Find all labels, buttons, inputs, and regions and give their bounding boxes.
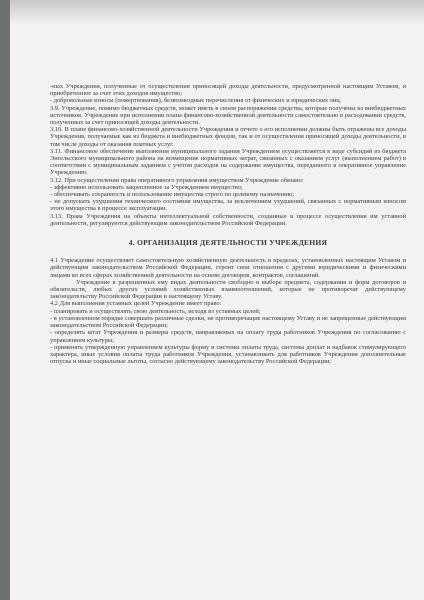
- paragraph: - определять штат Учреждения и размеры средств, направляемых на оплату труда работников Учреждения по согласованию с управлением культуры;: [50, 329, 406, 344]
- paragraph: 3.12. При осуществлении права оперативного управления имуществом Учреждение обязано:: [50, 176, 304, 184]
- paragraph: - эффективно использовать закрепленное за Учреждением имущество;: [50, 183, 243, 191]
- paragraph: - добровольные взносы (пожертвования), безвозмездные перечисления от физических и юридических лиц.: [50, 97, 342, 105]
- paragraph: 3.13. Права Учреждения на объекты интеллектуальной собственности, созданные в процессе осуществления им уставной деятельности, регулируются действующим законодательством Российской Федерации.: [50, 212, 406, 227]
- page-fold-shadow: [10, 0, 424, 24]
- paragraph: 3.11. Финансовое обеспечение выполнения муниципального задания Учреждением осуществляется в виде субсидий из бюджета Энгельсского муниципального района на возмещение нормативных затрат, связанных с оказанием услуг (выполнением работ) в соответствии с муниципальным заданием с учетом расходов на содержание имущества, переданного в оперативное управление Учреждению.: [50, 147, 406, 177]
- paragraph: - применять утвержденную управлением культуры форму и системы оплаты труда, системы доплат и надбавок стимулирующего характера, иные условия оплаты труда работников Учреждения, устанавливать для работников Учреждения дополнительные отпуска и иные социальные льготы, согласно действующему законодательству Российской Федерации;: [50, 343, 406, 366]
- paragraph: 4.2 Для выполнения уставных целей Учреждение имеет право:: [50, 300, 222, 308]
- paragraph: - не допускать ухудшения технического состояния имущества, за исключением ухудшений, связанных с нормативным износом этого имущества в процессе эксплуатации.: [50, 198, 406, 213]
- paragraph: Учреждение в разрешенных ему видах деятельности свободно в выборе предмета, содержания и форм договоров и обязательств, любых других условий хозяйственных взаимоотношений, которые не противоречат действующему законодательству Российской Федерации и настоящему Уставу.: [50, 278, 406, 301]
- paragraph: 3.9. Учреждение, помимо бюджетных средств, может иметь в своем распоряжении средства, которые получены из внебюджетных источников. Учреждение при исполнении плана финансово-хозяйственной деятельности самостоятельно в расходовании средств, полученных за счет приносящей доходы деятельности.: [50, 104, 406, 127]
- section-heading: 4. ОРГАНИЗАЦИЯ ДЕЯТЕЛЬНОСТИ УЧРЕЖДЕНИЯ: [128, 238, 328, 248]
- paragraph: - в установленном порядке совершать различные сделки, не противоречащие настоящему Уставу и не запрещенные действующим законодательством Российской Федерации;: [50, 314, 406, 330]
- paragraph: 4.1 Учреждение осуществляет самостоятельную хозяйственную деятельность в пределах, установленных настоящим Уставом и действующим законодательством Российской Федерации, строит свои отношения с другими юридическими и физическими лицами во всех сферах хозяйственной деятельности на основе договоров, контрактов, соглашений.: [50, 257, 406, 279]
- document-body: [50, 83, 406, 365]
- paragraph: - обеспечивать сохранность и использование имущества строго по целевому назначению;: [50, 191, 295, 199]
- document-page: [10, 0, 424, 600]
- paragraph: -ных Учреждения, полученные от осуществления приносящей доходы деятельности, предусмотренной настоящим Уставом, и приобретенное за счет этих доходов имущество;: [50, 83, 406, 98]
- paragraph: - планировать и осуществлять свою деятельность, исходя из уставных целей;: [50, 307, 261, 315]
- paragraph: 3.10. В плане финансово-хозяйственной деятельности Учреждения и отчете о его исполнении должны быть отражены все доходы Учреждения, получаемые как из бюджета и внебюджетных фондов, так и от осуществления приносящей доходы деятельности, в том числе доходы от оказания платных услуг.: [50, 126, 406, 148]
